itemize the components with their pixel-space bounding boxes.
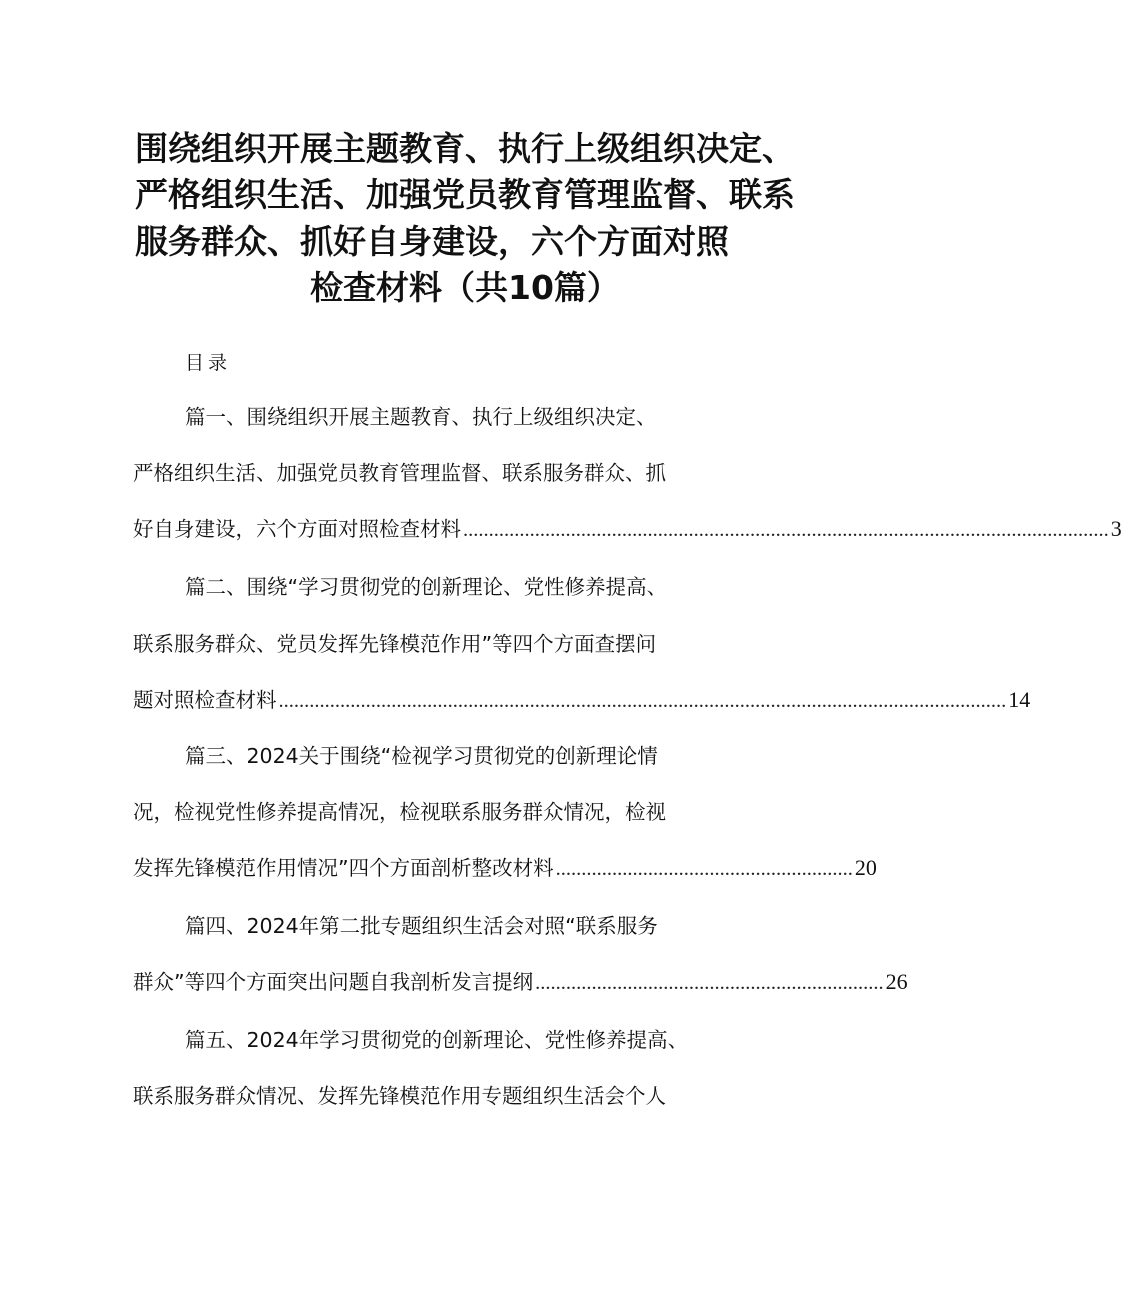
document-title-line-3: 服务群众、抓好自身建设，六个方面对照: [135, 222, 729, 261]
dot-leader: ..........................................................: [555, 858, 853, 880]
toc-entry-2-line-1: 篇二、围绕“学习贯彻党的创新理论、党性修养提高、: [185, 575, 668, 599]
toc-entry-3-line-2: 况，检视党性修养提高情况，检视联系服务群众情况，检视: [133, 800, 666, 824]
toc-entry-2-line-2: 联系服务群众、党员发挥先锋模范作用”等四个方面查摆问: [133, 632, 657, 656]
toc-entry-4-last-line[interactable]: [133, 967, 908, 998]
toc-entry-2-last-line[interactable]: [133, 685, 1031, 716]
dot-leader: ....................................................................: [535, 972, 884, 994]
toc-entry-1-last-line[interactable]: [133, 514, 1122, 545]
dot-leader: ..............................................................................................................................: [463, 519, 1109, 541]
document-title-line-2: 严格组织生活、加强党员教育管理监督、联系: [135, 175, 795, 214]
toc-entry-4-page: 26: [885, 969, 908, 994]
toc-label: 目录: [185, 352, 232, 374]
toc-entry-4-line-2: 群众”等四个方面突出问题自我剖析发言提纲: [133, 970, 534, 994]
toc-entry-1-page: 3: [1110, 516, 1122, 541]
toc-entry-2-line-3: 题对照检查材料: [133, 688, 277, 712]
toc-entry-5-line-1: 篇五、2024年学习贯彻党的创新理论、党性修养提高、: [185, 1028, 689, 1052]
toc-entry-3-page: 20: [854, 855, 877, 880]
toc-entry-3-line-1: 篇三、2024关于围绕“检视学习贯彻党的创新理论情: [185, 744, 658, 768]
toc-entry-5-line-2: 联系服务群众情况、发挥先锋模范作用专题组织生活会个人: [133, 1084, 666, 1108]
toc-entry-1-line-3: 好自身建设，六个方面对照检查材料: [133, 517, 461, 541]
document-title-line-1: 围绕组织开展主题教育、执行上级组织决定、: [135, 129, 795, 168]
toc-entry-3-line-3: 发挥先锋模范作用情况”四个方面剖析整改材料: [133, 856, 554, 880]
toc-entry-1-line-2: 严格组织生活、加强党员教育管理监督、联系服务群众、抓: [133, 461, 666, 485]
toc-entry-1-line-1: 篇一、围绕组织开展主题教育、执行上级组织决定、: [185, 405, 657, 429]
toc-entry-2-page: 14: [1008, 687, 1031, 712]
toc-entry-4-line-1: 篇四、2024年第二批专题组织生活会对照“联系服务: [185, 914, 658, 938]
dot-leader: ..............................................................................................................................................: [278, 690, 1007, 712]
document-title-line-4: 检查材料（共10篇）: [310, 268, 620, 307]
toc-entry-3-last-line[interactable]: [133, 853, 877, 884]
